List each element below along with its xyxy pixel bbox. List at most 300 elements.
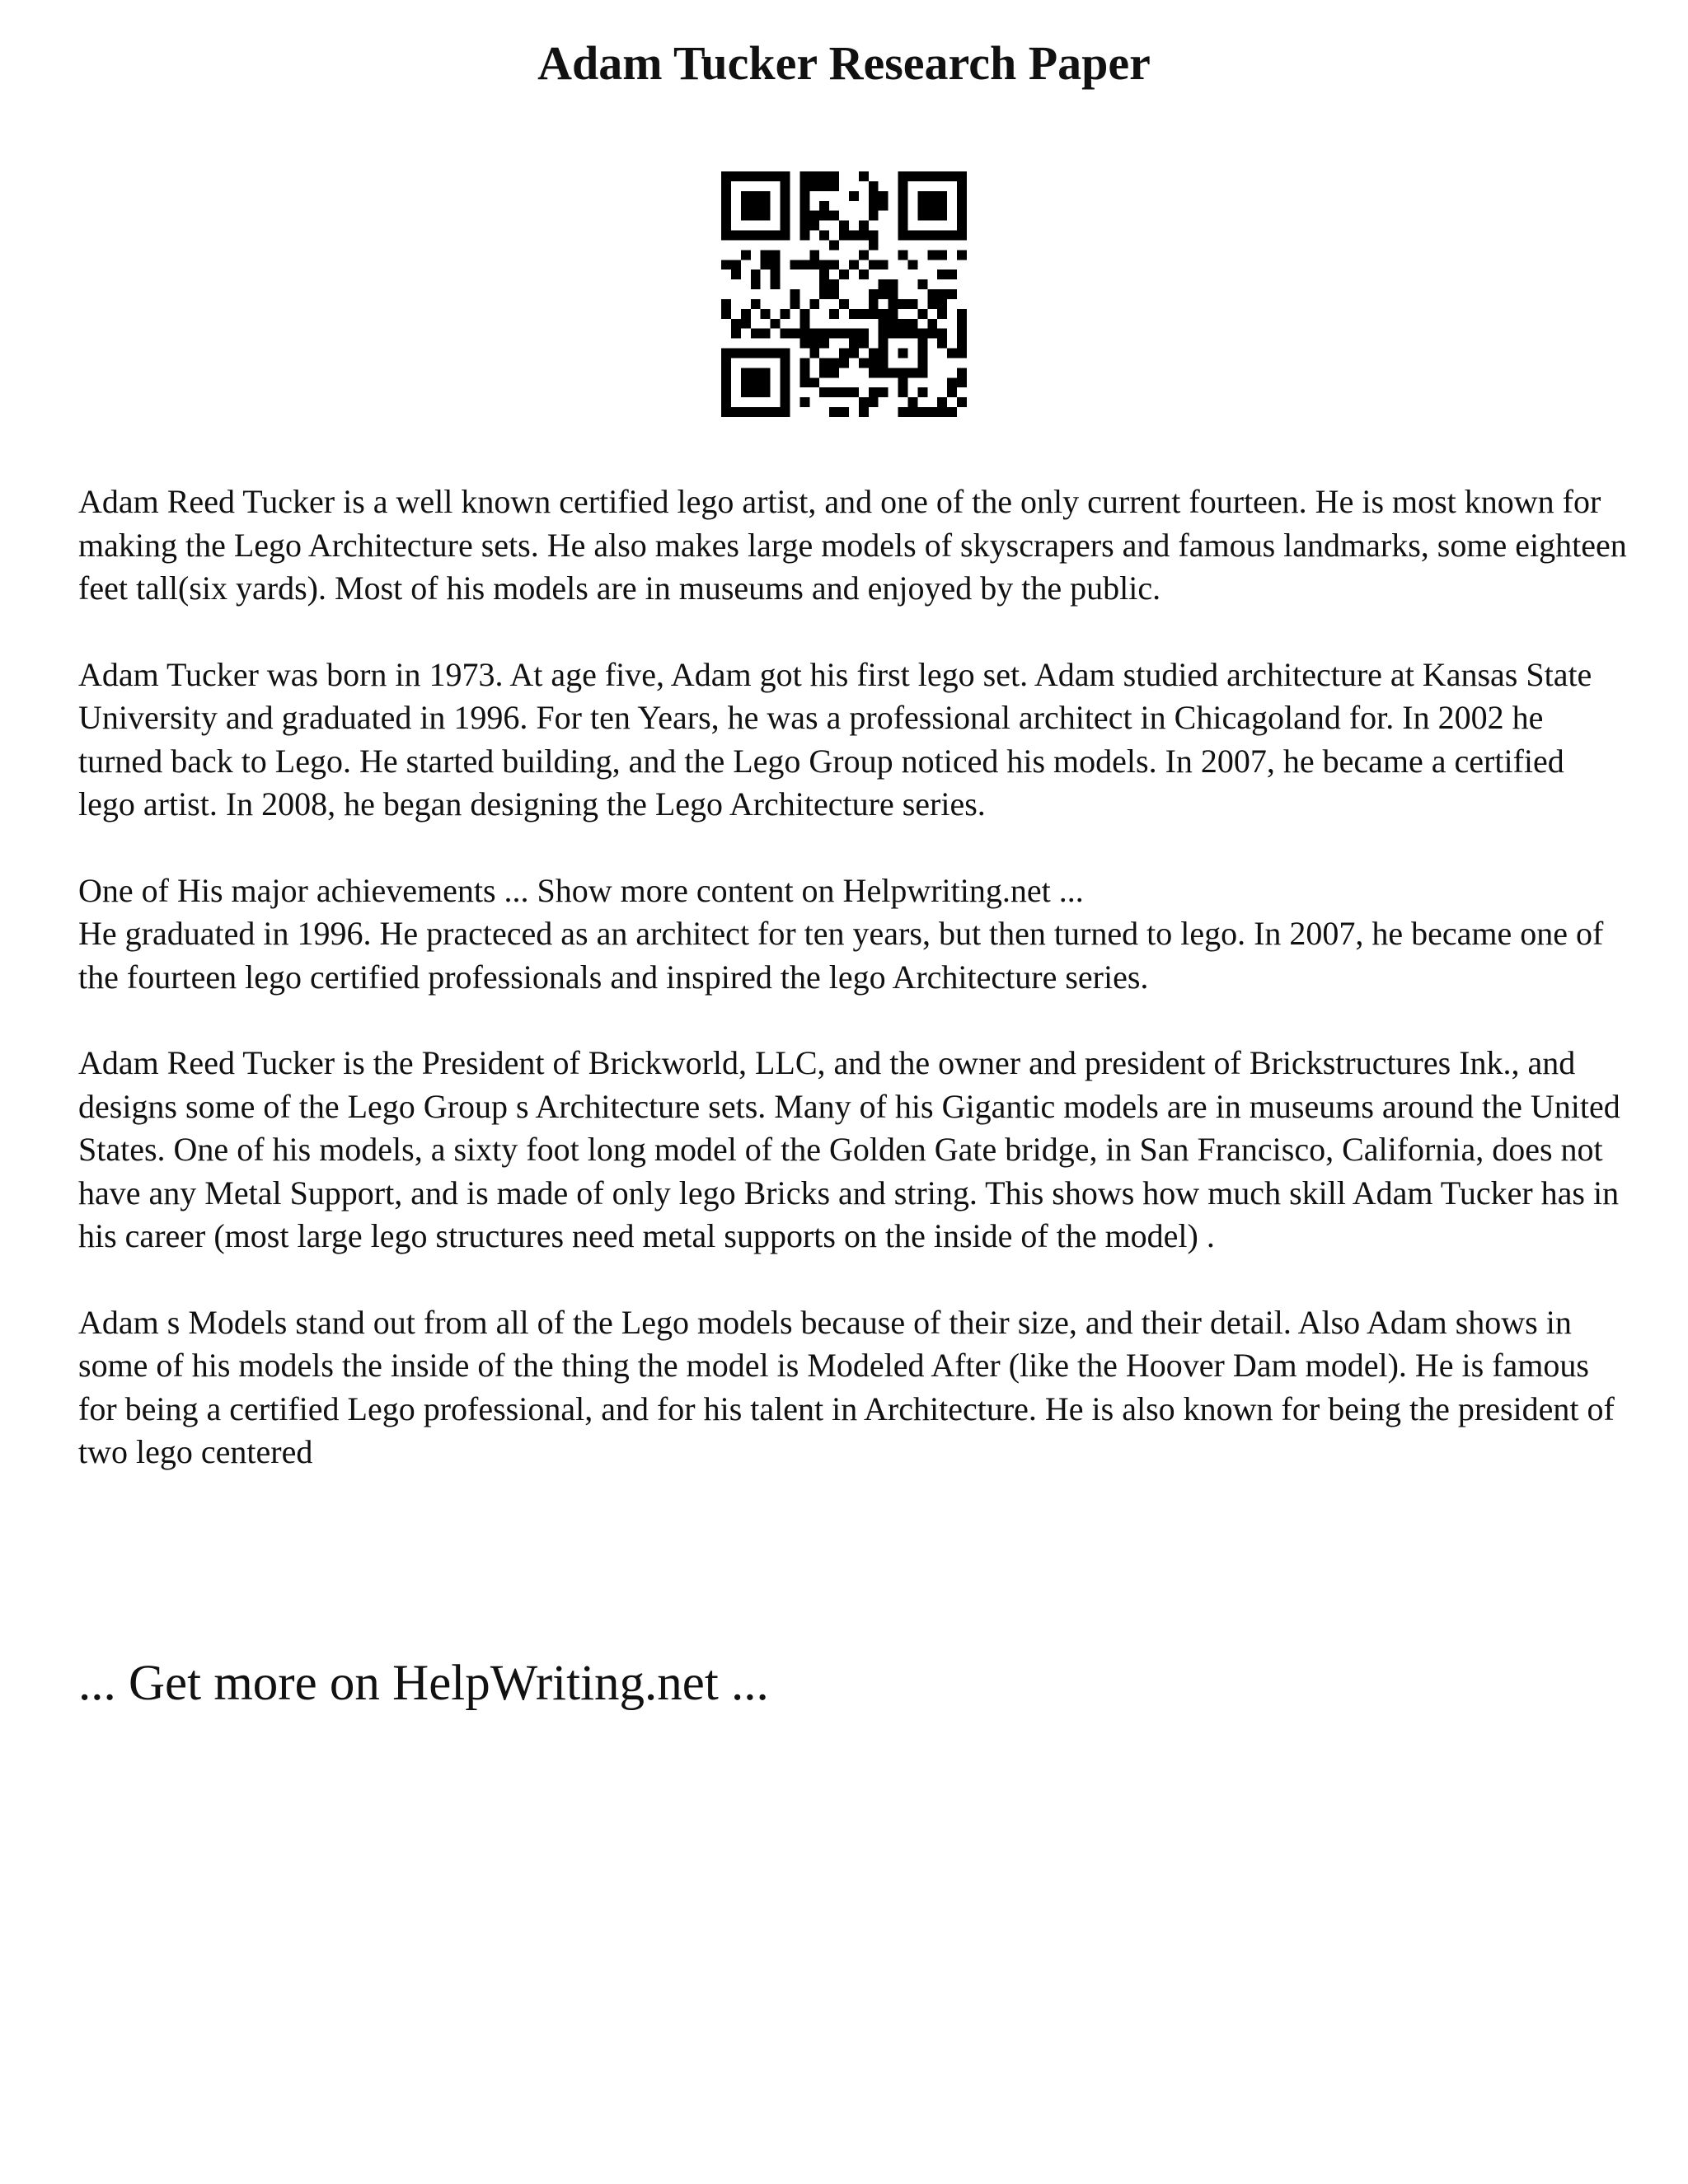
qr-module	[731, 407, 741, 417]
qr-module	[761, 260, 771, 269]
qr-module	[829, 260, 839, 269]
qr-module	[917, 201, 927, 211]
qr-module	[839, 329, 849, 339]
qr-module	[869, 260, 879, 269]
qr-module	[721, 309, 731, 319]
qr-module	[879, 279, 889, 289]
qr-module	[889, 329, 898, 339]
qr-module	[957, 231, 967, 241]
qr-module	[917, 339, 927, 349]
qr-module	[781, 397, 790, 407]
qr-module	[771, 250, 781, 260]
qr-module	[799, 181, 809, 191]
qr-module	[898, 181, 908, 191]
qr-module	[859, 339, 869, 349]
qr-module	[839, 358, 849, 368]
qr-module	[907, 407, 917, 417]
qr-module	[799, 358, 809, 368]
qr-module	[751, 279, 761, 289]
qr-module	[761, 171, 771, 181]
qr-module	[947, 171, 957, 181]
qr-module	[937, 309, 947, 319]
qr-module	[927, 171, 937, 181]
qr-module	[829, 309, 839, 319]
qr-module	[829, 289, 839, 299]
qr-module	[879, 387, 889, 397]
qr-module	[839, 221, 849, 231]
qr-module	[907, 319, 917, 329]
qr-module	[947, 349, 957, 359]
qr-module	[799, 309, 809, 319]
qr-module	[809, 250, 819, 260]
qr-module	[917, 358, 927, 368]
qr-module	[751, 349, 761, 359]
qr-module	[839, 349, 849, 359]
qr-module	[889, 299, 898, 309]
qr-module	[731, 319, 741, 329]
qr-module	[917, 329, 927, 339]
qr-module	[819, 339, 829, 349]
qr-module	[731, 329, 741, 339]
qr-module	[790, 289, 799, 299]
qr-module	[809, 329, 819, 339]
qr-module	[761, 211, 771, 221]
get-more-link[interactable]: ... Get more on HelpWriting.net ...	[78, 1656, 769, 1711]
qr-module	[917, 279, 927, 289]
qr-module	[799, 201, 809, 211]
qr-module	[781, 191, 790, 201]
qr-module	[849, 387, 859, 397]
qr-module	[898, 211, 908, 221]
qr-module	[790, 299, 799, 309]
qr-module	[839, 231, 849, 241]
qr-module	[799, 339, 809, 349]
qr-module	[879, 260, 889, 269]
qr-module	[907, 368, 917, 377]
qr-module	[741, 407, 751, 417]
qr-module	[751, 201, 761, 211]
qr-module	[751, 407, 761, 417]
qr-module	[721, 368, 731, 377]
qr-module	[879, 191, 889, 201]
qr-module	[751, 377, 761, 387]
qr-module	[957, 319, 967, 329]
qr-module	[849, 231, 859, 241]
show-more-teaser: One of His major achievements ... Show more content on Helpwriting.net ...	[78, 871, 1084, 909]
qr-module	[927, 289, 937, 299]
qr-module	[809, 299, 819, 309]
qr-module	[947, 289, 957, 299]
qr-module	[937, 201, 947, 211]
qr-module	[869, 309, 879, 319]
qr-module	[947, 269, 957, 279]
qr-module	[898, 171, 908, 181]
qr-module	[741, 231, 751, 241]
qr-module	[869, 358, 879, 368]
qr-module	[927, 201, 937, 211]
qr-module	[869, 181, 879, 191]
qr-module	[721, 407, 731, 417]
qr-module	[819, 289, 829, 299]
qr-module	[761, 201, 771, 211]
qr-module	[761, 231, 771, 241]
qr-module	[889, 319, 898, 329]
qr-module	[771, 279, 781, 289]
qr-module	[957, 377, 967, 387]
qr-module	[937, 191, 947, 201]
qr-module	[721, 211, 731, 221]
qr-module	[889, 279, 898, 289]
qr-module	[761, 329, 771, 339]
qr-module	[751, 211, 761, 221]
qr-module	[937, 269, 947, 279]
qr-module	[849, 260, 859, 269]
qr-module	[937, 289, 947, 299]
qr-module	[751, 191, 761, 201]
qr-module	[781, 201, 790, 211]
qr-module	[927, 407, 937, 417]
qr-module	[741, 368, 751, 377]
qr-module	[937, 211, 947, 221]
qr-module	[809, 211, 819, 221]
qr-module	[799, 368, 809, 377]
qr-module	[869, 240, 879, 250]
qr-module	[771, 349, 781, 359]
qr-module	[879, 319, 889, 329]
qr-module	[819, 269, 829, 279]
qr-module	[849, 349, 859, 359]
qr-module	[741, 171, 751, 181]
qr-module	[721, 201, 731, 211]
qr-module	[898, 250, 908, 260]
qr-module	[781, 309, 790, 319]
qr-module	[869, 368, 879, 377]
qr-module	[957, 397, 967, 407]
qr-module	[859, 250, 869, 260]
qr-module	[781, 349, 790, 359]
qr-module	[781, 181, 790, 191]
qr-module	[799, 211, 809, 221]
qr-module	[947, 387, 957, 397]
qr-module	[957, 329, 967, 339]
qr-module	[859, 171, 869, 181]
qr-module	[721, 387, 731, 397]
qr-module	[809, 339, 819, 349]
qr-module	[879, 339, 889, 349]
qr-module	[741, 211, 751, 221]
qr-module	[937, 231, 947, 241]
qr-module	[809, 349, 819, 359]
qr-module	[781, 407, 790, 417]
qr-module	[869, 387, 879, 397]
qr-module	[898, 329, 908, 339]
qr-module	[781, 387, 790, 397]
qr-module	[741, 201, 751, 211]
qr-module	[809, 171, 819, 181]
qr-module	[771, 260, 781, 269]
qr-module	[819, 211, 829, 221]
qr-module	[957, 368, 967, 377]
qr-module	[957, 349, 967, 359]
qr-module	[819, 329, 829, 339]
qr-module	[879, 309, 889, 319]
qr-module	[809, 260, 819, 269]
qr-module	[898, 377, 908, 387]
qr-module	[781, 221, 790, 231]
qr-module	[927, 250, 937, 260]
qr-module	[898, 349, 908, 359]
qr-module	[927, 299, 937, 309]
qr-module	[751, 171, 761, 181]
qr-module	[771, 407, 781, 417]
qr-module	[761, 387, 771, 397]
qr-module	[839, 407, 849, 417]
qr-module	[819, 279, 829, 289]
qr-module	[907, 329, 917, 339]
qr-module	[741, 349, 751, 359]
qr-module	[849, 329, 859, 339]
qr-module	[937, 299, 947, 309]
article-body	[78, 480, 1628, 1517]
qr-module	[829, 358, 839, 368]
qr-module	[721, 299, 731, 309]
qr-module	[859, 231, 869, 241]
qr-module	[721, 358, 731, 368]
qr-module	[957, 339, 967, 349]
qr-module	[790, 260, 799, 269]
qr-module	[819, 201, 829, 211]
qr-module	[957, 191, 967, 201]
qr-module	[799, 191, 809, 201]
qr-module	[829, 279, 839, 289]
qr-module	[809, 221, 819, 231]
qr-module	[947, 377, 957, 387]
qr-module	[869, 349, 879, 359]
qr-module	[771, 231, 781, 241]
qr-module	[907, 299, 917, 309]
qr-module	[927, 329, 937, 339]
qr-module	[879, 329, 889, 339]
qr-module	[937, 407, 947, 417]
qr-module	[849, 339, 859, 349]
qr-module	[829, 181, 839, 191]
qr-module	[947, 231, 957, 241]
qr-module	[889, 368, 898, 377]
qr-module	[781, 211, 790, 221]
qr-module	[859, 358, 869, 368]
qr-module	[761, 309, 771, 319]
qr-module	[819, 181, 829, 191]
paragraph-biography: Adam Tucker was born in 1973. At age five, Adam got his first lego set. Adam studied architecture at Kansas State University and graduated in 1996. For ten Years, he was a professional architect in Chicagoland for. In 2002 he turned back to Lego. He started building, and the Lego Group noticed his models. In 2007, he became a certified lego artist. In 2008, he began designing the Lego Architecture series.	[78, 655, 1592, 823]
qr-module	[781, 231, 790, 241]
qr-module	[907, 260, 917, 269]
qr-module	[761, 191, 771, 201]
qr-module	[917, 171, 927, 181]
qr-module	[879, 349, 889, 359]
qr-module	[741, 309, 751, 319]
qr-module	[957, 211, 967, 221]
qr-module	[898, 407, 908, 417]
qr-module	[829, 407, 839, 417]
qr-module	[849, 191, 859, 201]
qr-module	[937, 397, 947, 407]
qr-module	[799, 329, 809, 339]
qr-module	[819, 368, 829, 377]
qr-module	[859, 407, 869, 417]
qr-module	[859, 221, 869, 231]
qr-module	[869, 289, 879, 299]
qr-module	[917, 231, 927, 241]
qr-module	[819, 231, 829, 241]
qr-module	[898, 368, 908, 377]
qr-module	[917, 407, 927, 417]
qr-module	[898, 201, 908, 211]
qr-module	[799, 260, 809, 269]
qr-module	[819, 387, 829, 397]
qr-module	[859, 329, 869, 339]
qr-module	[761, 368, 771, 377]
qr-module	[829, 240, 839, 250]
qr-module	[937, 329, 947, 339]
qr-module	[809, 181, 819, 191]
qr-module	[927, 319, 937, 329]
qr-module	[957, 201, 967, 211]
qr-module	[721, 349, 731, 359]
qr-module	[859, 309, 869, 319]
qr-module	[741, 377, 751, 387]
qr-module	[781, 377, 790, 387]
qr-module	[917, 387, 927, 397]
qr-module	[907, 171, 917, 181]
qr-module	[790, 329, 799, 339]
qr-module	[731, 231, 741, 241]
qr-module	[731, 171, 741, 181]
qr-module	[917, 191, 927, 201]
qr-module	[907, 397, 917, 407]
paragraph-models: Adam s Models stand out from all of the Lego models because of their size, and their detail. Also Adam shows in some of his models the inside of the thing the model is Modeled After (like the Hoover Dam model). He is famous for being a certified Lego professional, and for his talent in Architecture. He is also known for being the president of two lego centered	[78, 1303, 1615, 1470]
paragraph-career: He graduated in 1996. He practeced as an architect for ten years, but then turned to lego. In 2007, he became one of the fourteen lego certified professionals and inspired the lego Architecture series.	[78, 915, 1604, 996]
qr-module	[898, 319, 908, 329]
qr-module	[839, 269, 849, 279]
qr-module	[741, 250, 751, 260]
qr-module	[869, 201, 879, 211]
qr-module	[829, 171, 839, 181]
qr-module	[849, 309, 859, 319]
qr-module	[917, 211, 927, 221]
qr-module	[799, 231, 809, 241]
qr-module	[731, 349, 741, 359]
qr-module	[898, 221, 908, 231]
qr-module	[819, 171, 829, 181]
qr-module	[809, 377, 819, 387]
qr-module	[781, 329, 790, 339]
qr-module	[957, 309, 967, 319]
qr-module	[731, 260, 741, 269]
qr-module	[721, 260, 731, 269]
qr-module	[957, 221, 967, 231]
qr-module	[879, 201, 889, 211]
qr-module	[839, 387, 849, 397]
qr-module	[917, 349, 927, 359]
qr-module	[721, 181, 731, 191]
qr-module	[751, 231, 761, 241]
qr-module	[937, 171, 947, 181]
qr-module	[819, 358, 829, 368]
qr-module	[829, 387, 839, 397]
qr-module	[751, 299, 761, 309]
qr-module	[879, 289, 889, 299]
qr-module	[761, 250, 771, 260]
qr-module	[731, 269, 741, 279]
qr-module	[741, 319, 751, 329]
qr-module	[721, 171, 731, 181]
qr-module	[799, 221, 809, 231]
qr-module	[917, 368, 927, 377]
qr-module	[829, 211, 839, 221]
qr-module	[927, 231, 937, 241]
qr-module	[917, 309, 927, 319]
qr-module	[869, 211, 879, 221]
qr-module	[889, 289, 898, 299]
qr-module	[771, 319, 781, 329]
qr-module	[869, 191, 879, 201]
qr-module	[898, 299, 908, 309]
qr-module	[799, 171, 809, 181]
qr-module	[879, 368, 889, 377]
qr-module	[751, 387, 761, 397]
qr-module	[937, 250, 947, 260]
qr-module	[927, 211, 937, 221]
qr-module	[898, 191, 908, 201]
qr-module	[889, 309, 898, 319]
qr-module	[771, 269, 781, 279]
qr-module	[879, 358, 889, 368]
qr-module	[721, 377, 731, 387]
qr-module	[839, 299, 849, 309]
qr-module	[869, 231, 879, 241]
qr-module	[721, 397, 731, 407]
qr-module	[927, 191, 937, 201]
qr-module	[829, 329, 839, 339]
qr-module	[869, 299, 879, 309]
qr-module	[761, 407, 771, 417]
qr-module	[721, 221, 731, 231]
qr-module	[937, 339, 947, 349]
qr-module	[898, 387, 908, 397]
paragraph-brickworld: Adam Reed Tucker is the President of Brickworld, LLC, and the owner and president of Brickstructures Ink., and designs some of the Lego Group s Architecture sets. Many of his Gigantic models are in museums around the United States. One of his models, a sixty foot long model of the Golden Gate bridge, in San Francisco, California, does not have any Metal Support, and is made of only lego Bricks and string. This shows how much skill Adam Tucker has in his career (most large lego structures need metal supports on the inside of the model) .	[78, 1044, 1620, 1254]
qr-module	[957, 171, 967, 181]
qr-module	[799, 319, 809, 329]
qr-module	[819, 260, 829, 269]
qr-module	[859, 269, 869, 279]
page-title: Adam Tucker Research Paper	[537, 36, 1151, 90]
qr-module	[781, 171, 790, 181]
qr-module	[898, 231, 908, 241]
qr-module	[721, 231, 731, 241]
qr-module	[741, 191, 751, 201]
qr-module	[781, 358, 790, 368]
qr-module	[829, 368, 839, 377]
qr-module	[771, 171, 781, 181]
qr-module	[721, 191, 731, 201]
qr-module	[751, 368, 761, 377]
paragraph-intro: Adam Reed Tucker is a well known certified lego artist, and one of the only current fourteen. He is most known for making the Lego Architecture sets. He also makes large models of skyscrapers and famous landmarks, some eighteen feet tall(six yards). Most of his models are in museums and enjoyed by the public.	[78, 483, 1627, 607]
qr-code-icon	[721, 171, 967, 417]
qr-module	[799, 377, 809, 387]
qr-module	[907, 231, 917, 241]
qr-module	[957, 181, 967, 191]
qr-module	[761, 349, 771, 359]
